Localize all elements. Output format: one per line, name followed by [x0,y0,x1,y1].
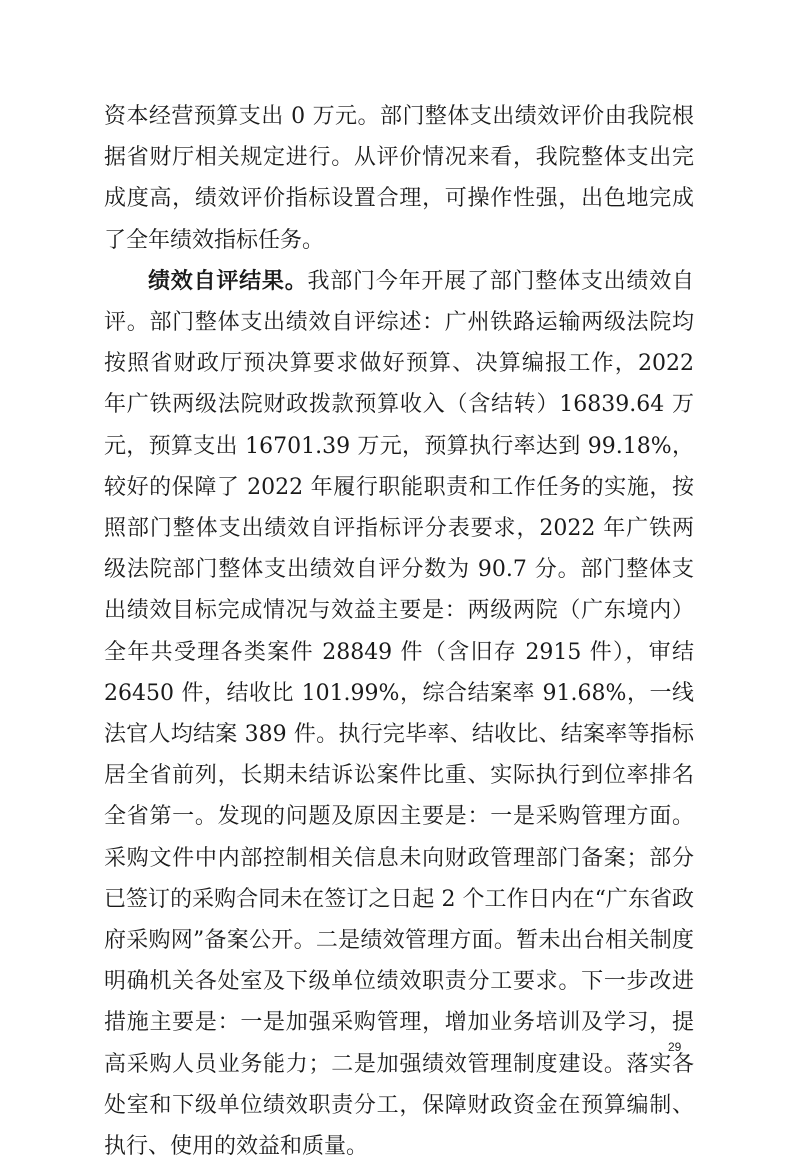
body-text [104,96,694,1167]
paragraph-budget-evaluation: 资本经营预算支出 0 万元。部门整体支出绩效评价由我院根据省财厅相关规定进行。从评价情况来看，我院整体支出完成度高，绩效评价指标设置合理，可操作性强，出色地完成了全年绩效指标任务。 [104,104,694,253]
paragraph-self-evaluation [104,261,694,1167]
paragraph-lead-heading: 绩效自评结果。 [148,267,308,294]
page-number: 29 [668,1040,682,1054]
paragraph-body-text: 我部门今年开展了部门整体支出绩效自评。部门整体支出绩效自评综述：广州铁路运输两级法院均按照省财政厅预决算要求做好预算、决算编报工作，2022 年广铁两级法院财政拨款预算收入（含结转）16839.64 万元，预算支出 16701.39 万元，预算执行率达到 99.18%，较好的保障了 2022 年履行职能职责和工作任务的实施，按照部门整体支出绩效自评指标评分表要求，2022 年广铁两级法院部门整体支出绩效自评分数为 90.7 分。部门整体支出绩效目标完成情况与效益主要是：两级两院（广东境内）全年共受理各类案件 28849 件（含旧存 2915 件），审结 26450 件，结收比 101.99%，综合结案率 91.68%，一线法官人均结案 389 件。执行完毕率、结收比、结案率等指标居全省前列，长期未结诉讼案件比重、实际执行到位率排名全省第一。发现的问题及原因主要是：一是采购管理方面。采购文件中内部控制相关信息未向财政管理部门备案；部分已签订的采购合同未在签订之日起 2 个工作日内在“广东省政府采购网”备案公开。二是绩效管理方面。暂未出台相关制度明确机关各处室及下级单位绩效职责分工要求。下一步改进措施主要是：一是加强采购管理，增加业务培训及学习，提高采购人员业务能力；二是加强绩效管理制度建设。落实各处室和下级单位绩效职责分工，保障财政资金在预算编制、执行、使用的效益和质量。 [104,268,694,1160]
